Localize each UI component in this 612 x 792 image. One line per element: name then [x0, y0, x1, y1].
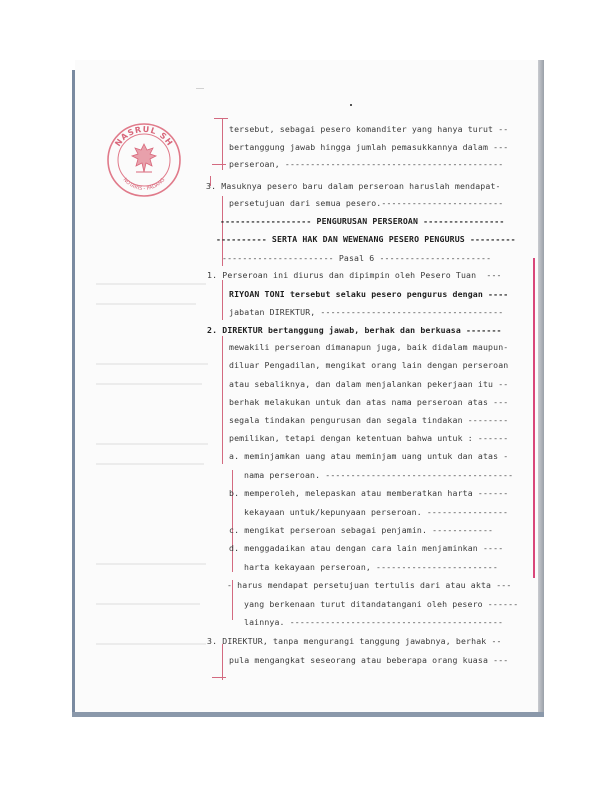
text-line: - harus mendapat persetujuan tertulis dari atau akta ---	[227, 580, 512, 590]
text-line: c. mengikat perseroan sebagai penjamin. ------------	[229, 525, 494, 535]
seal-top-text: NASRUL SH	[113, 124, 175, 148]
text-line: segala tindakan pengurusan dan segala tindakan --------	[229, 415, 509, 425]
margin-rule-right	[533, 258, 535, 578]
notary-seal	[106, 122, 182, 198]
text-line: persetujuan dari semua pesero.------------------------	[229, 198, 504, 208]
text-line: 3. Masuknya pesero baru dalam perseroan haruslah mendapat-	[206, 181, 501, 191]
text-line: a. meminjamkan uang atau meminjam uang untuk dan atas -	[229, 451, 509, 461]
text-line: berhak melakukan untuk dan atas nama perseroan atas ---	[229, 397, 509, 407]
margin-rule	[222, 118, 223, 170]
text-line: 2. DIREKTUR bertanggung jawab, berhak dan berkuasa -------	[207, 325, 502, 335]
text-line: mewakili perseroan dimanapun juga, baik didalam maupun-	[229, 342, 509, 352]
margin-rule	[232, 470, 233, 572]
text-line: pula mengangkat seseorang atau beberapa orang kuasa ---	[229, 655, 509, 665]
text-line: RIYOAN TONI tersebut selaku pesero pengurus dengan ----	[229, 289, 509, 299]
scan-speck	[196, 88, 204, 89]
article-heading: ---------------------- Pasal 6 ----------------------	[222, 253, 492, 263]
bleed-through-mark	[96, 363, 208, 365]
margin-rule	[222, 280, 223, 320]
margin-tick	[214, 118, 228, 119]
bleed-through-mark	[96, 603, 200, 605]
scan-speck	[350, 104, 352, 106]
text-line: bertanggung jawab hingga jumlah pemasukkannya dalam ---	[229, 142, 509, 152]
bleed-through-mark	[96, 443, 208, 445]
scan-edge-bottom	[72, 712, 544, 717]
text-line: pemilikan, tetapi dengan ketentuan bahwa untuk : ------	[229, 433, 509, 443]
text-line: 3. DIREKTUR, tanpa mengurangi tanggung jawabnya, berhak --	[207, 636, 502, 646]
text-line: d. menggadaikan atau dengan cara lain menjaminkan ----	[229, 543, 504, 553]
text-line: kekayaan untuk/kepunyaan perseroan. ----------------	[244, 507, 509, 517]
text-line: b. memperoleh, melepaskan atau memberatkan harta ------	[229, 488, 509, 498]
text-line: tersebut, sebagai pesero komanditer yang hanya turut --	[229, 124, 509, 134]
margin-rule	[222, 336, 223, 464]
bleed-through-mark	[96, 383, 202, 385]
bleed-through-mark	[96, 643, 206, 645]
seal-bottom-text: NOTARIS - PADANG	[121, 177, 167, 193]
text-line: atau sebaliknya, dan dalam menjalankan pekerjaan itu --	[229, 379, 509, 389]
bleed-through-mark	[96, 463, 204, 465]
bleed-through-mark	[96, 563, 206, 565]
section-heading: ---------- SERTA HAK DAN WEWENANG PESERO PENGURUS ---------	[216, 234, 516, 244]
section-heading: ------------------ PENGURUSAN PERSEROAN ----------------	[220, 216, 505, 226]
margin-rule	[222, 644, 223, 680]
scan-edge-right	[538, 60, 544, 717]
bleed-through-mark	[96, 283, 206, 285]
text-line: perseroan, -------------------------------------------	[229, 159, 504, 169]
text-line: diluar Pengadilan, mengikat orang lain dengan perseroan	[229, 360, 509, 370]
text-line: 1. Perseroan ini diurus dan dipimpin oleh Pesero Tuan ---	[207, 270, 502, 280]
text-line: nama perseroan. -------------------------------------	[244, 470, 514, 480]
text-line: lainnya. ------------------------------------------	[244, 617, 504, 627]
text-line: yang berkenaan turut ditandatangani oleh pesero ------	[244, 599, 519, 609]
svg-text:NOTARIS - PADANG	[122, 177, 167, 192]
bleed-through-mark	[96, 303, 196, 305]
text-line: harta kekayaan perseroan, ------------------------	[244, 562, 498, 572]
margin-tick	[212, 164, 226, 165]
margin-tick	[212, 677, 226, 678]
text-line: jabatan DIREKTUR, ------------------------------------	[229, 307, 504, 317]
